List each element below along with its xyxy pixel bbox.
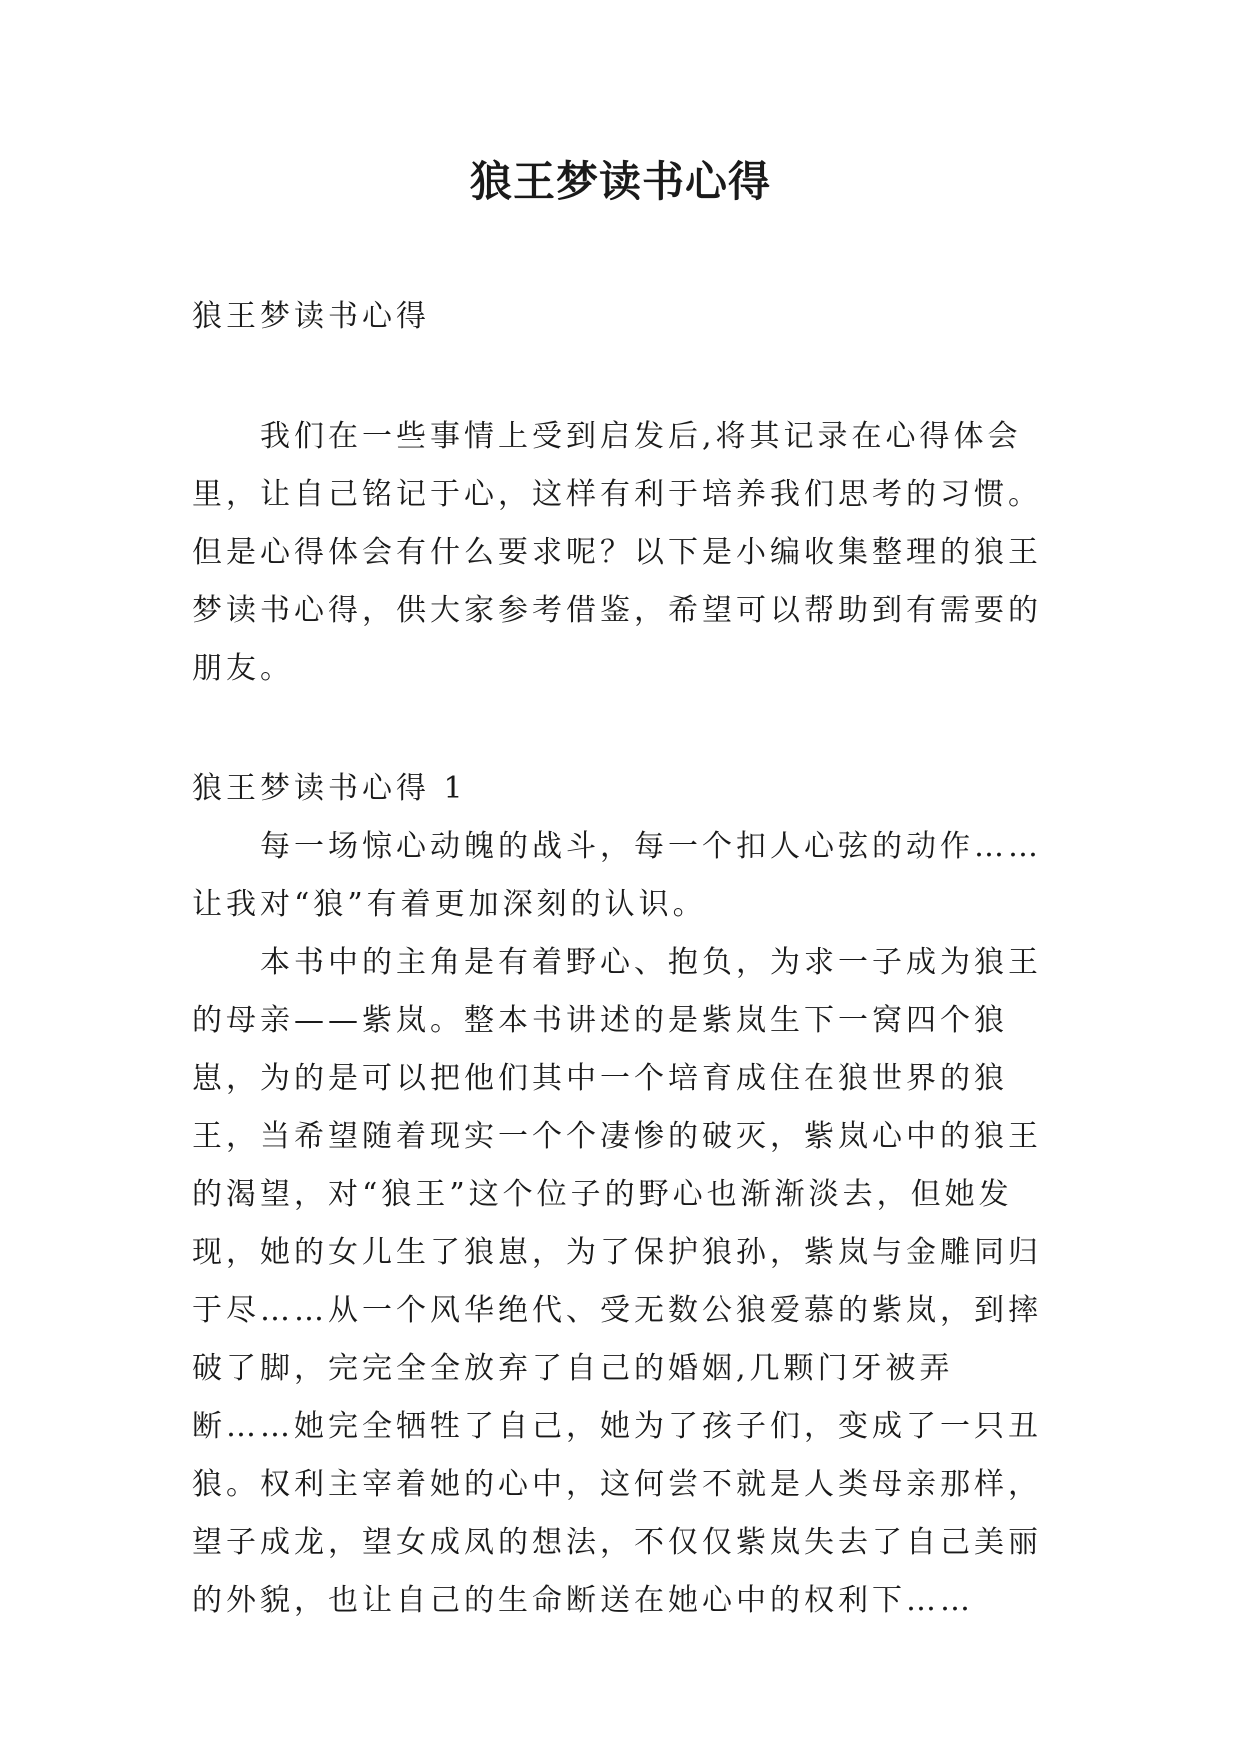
document-title: 狼王梦读书心得 xyxy=(469,157,771,206)
body-paragraph-2: 本书中的主角是有着野心、抱负，为求一子成为狼王的母亲——紫岚。整本书讲述的是紫岚生下一窝四个狼崽，为的是可以把他们其中一个培育成住在狼世界的狼王，当希望随着现实一个个凄惨的破灭，紫岚心中的狼王的渴望，对“狼王”这个位子的野心也渐渐淡去，但她发现，她的女儿生了狼崽，为了保护狼孙，紫岚与金雕同归于尽……从一个风华绝代、受无数公狼爱慕的紫岚，到摔破了脚，完完全全放弃了自己的婚姻,几颗门牙被弄断……她完全牺牲了自己，她为了孩子们，变成了一只丑狼。权利主宰着她的心中，这何尝不就是人类母亲那样，望子成龙，望女成凤的想法，不仅仅紫岚失去了自己美丽的外貌，也让自己的生命断送在她心中的权利下…… xyxy=(192,945,1042,1618)
intro-paragraph: 我们在一些事情上受到启发后,将其记录在心得体会里，让自己铭记于心，这样有利于培养我们思考的习惯。但是心得体会有什么要求呢？以下是小编收集整理的狼王梦读书心得，供大家参考借鉴，希望可以帮助到有需要的朋友。 xyxy=(192,419,1042,686)
body-paragraph-1: 每一场惊心动魄的战斗，每一个扣人心弦的动作……让我对“狼”有着更加深刻的认识。 xyxy=(192,829,1042,922)
section-heading: 狼王梦读书心得 1 xyxy=(192,771,467,806)
document-body xyxy=(192,288,1050,1630)
document-subtitle: 狼王梦读书心得 xyxy=(192,299,430,334)
